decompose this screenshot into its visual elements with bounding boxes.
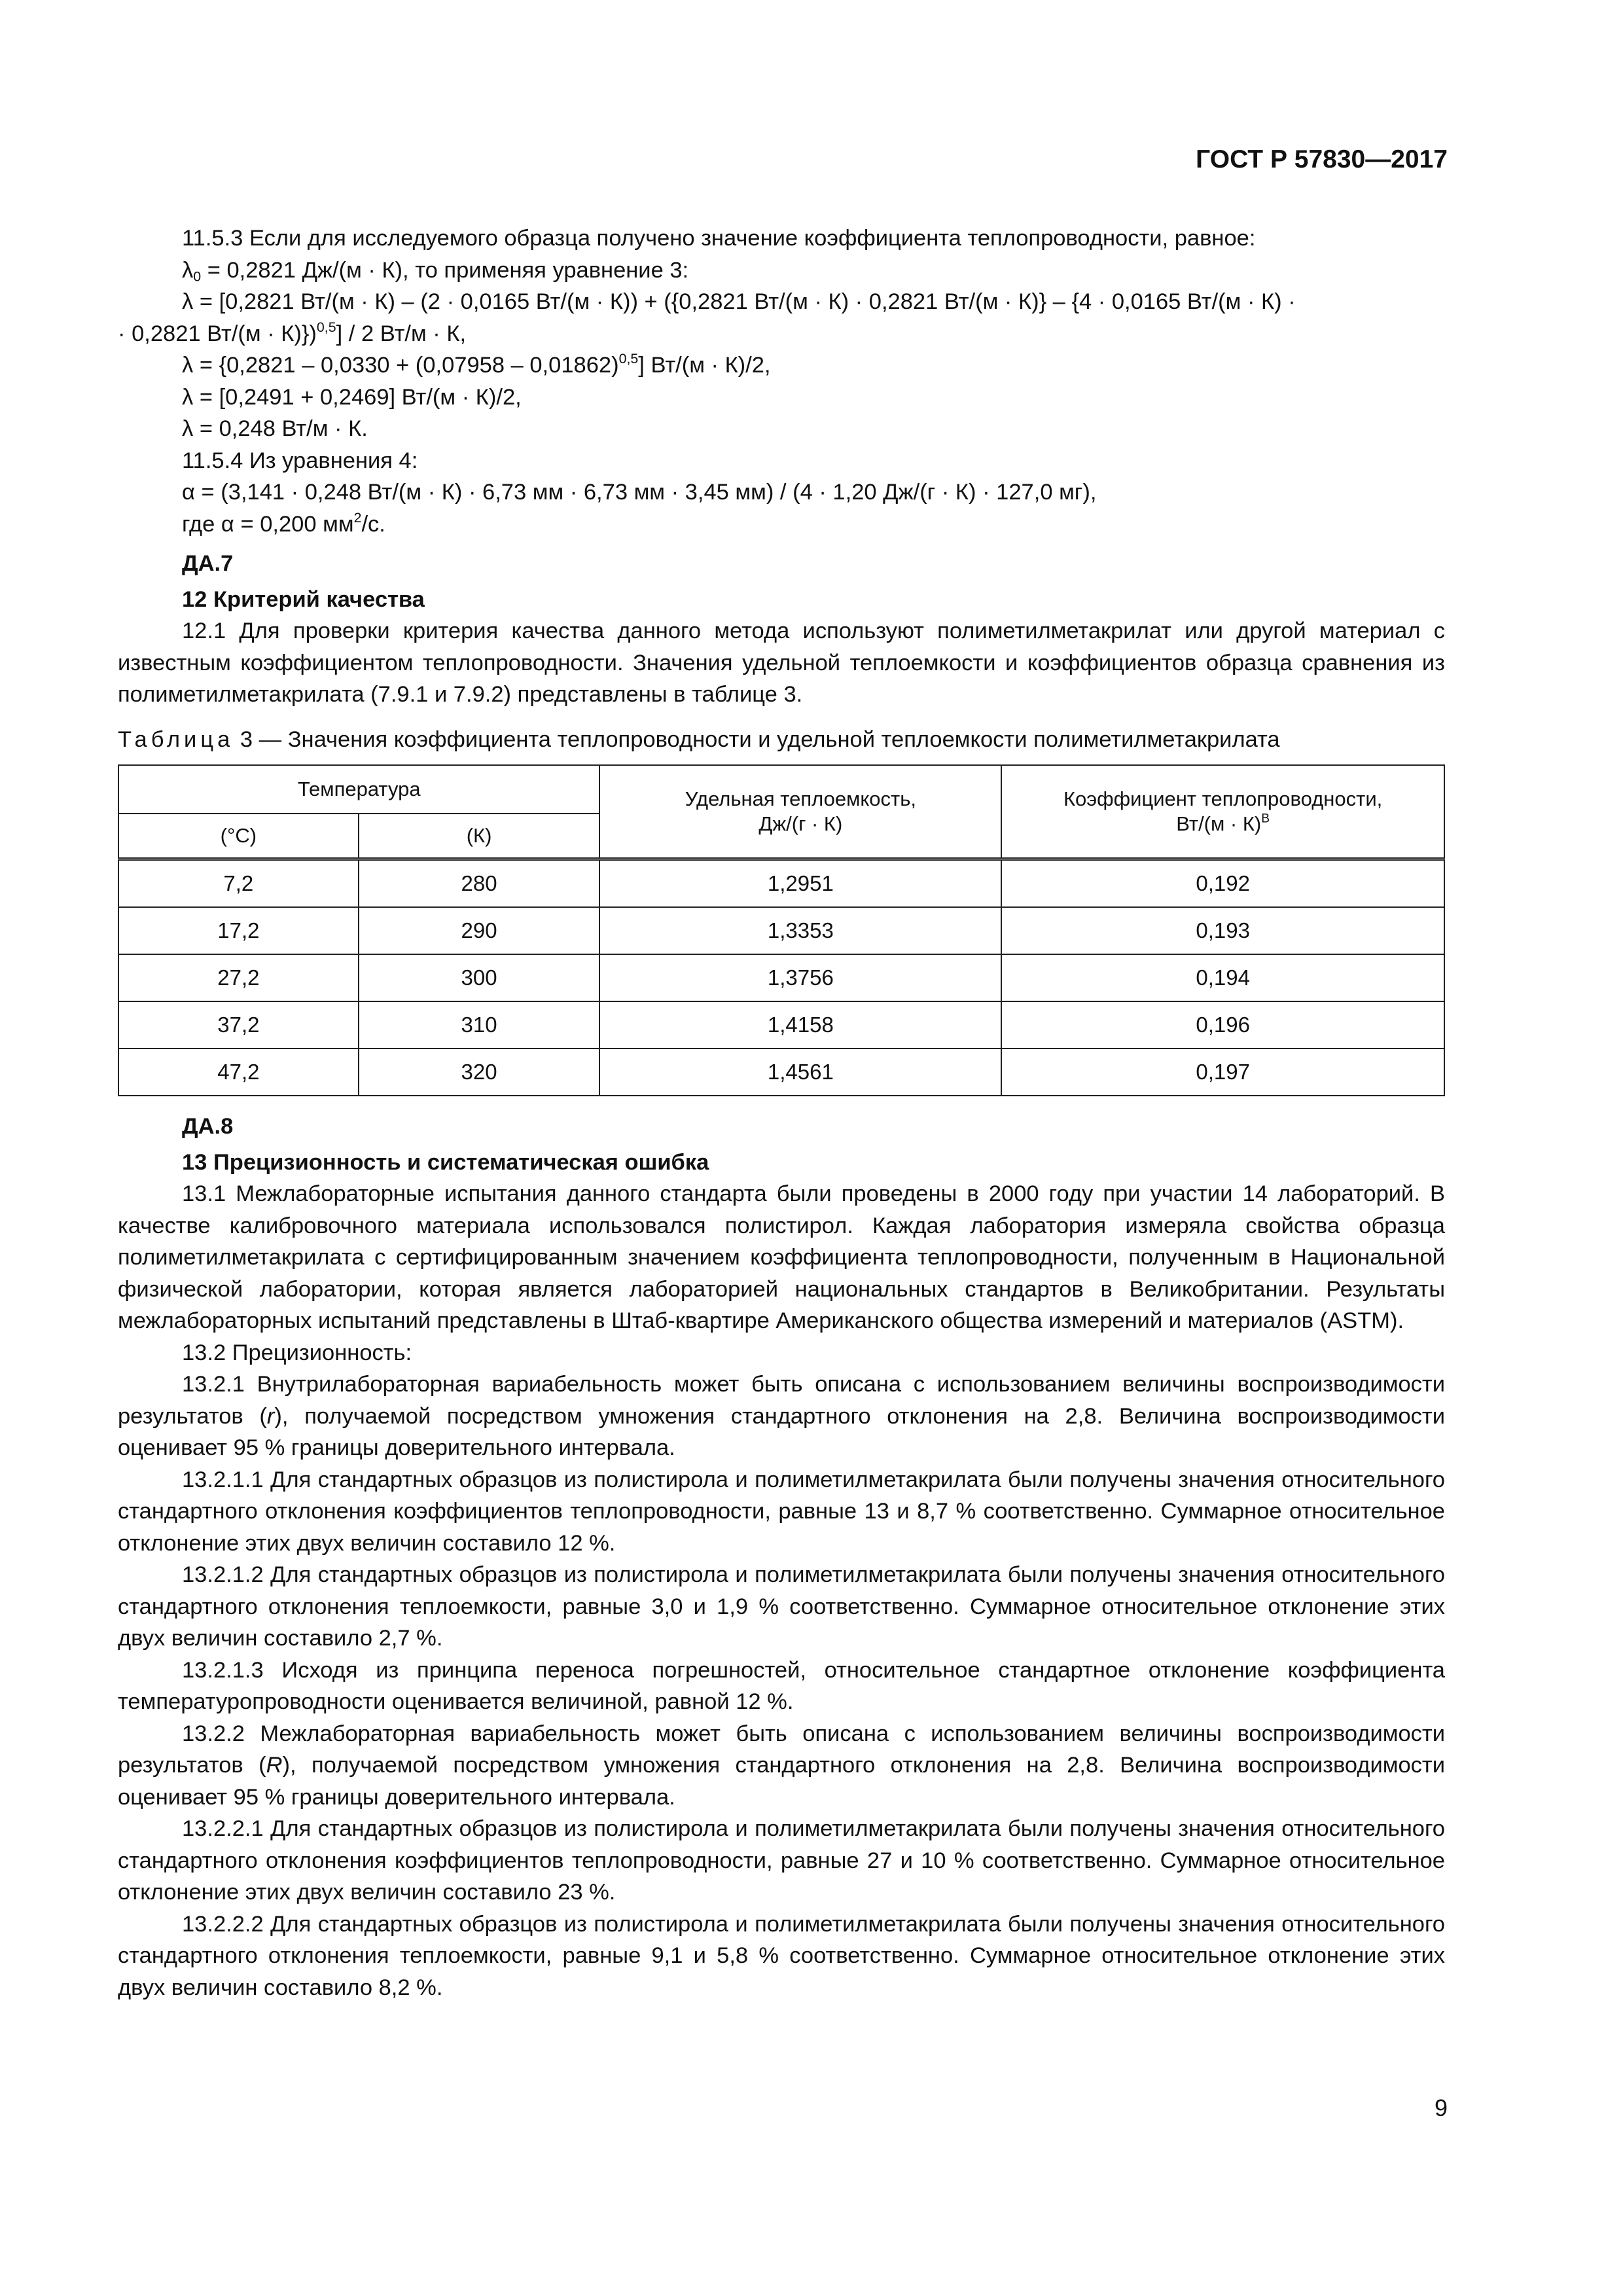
header-thermal-conductivity: [1001, 765, 1444, 859]
header-celsius: (°С): [118, 814, 359, 859]
cell-conductivity: 0,196: [1001, 1001, 1444, 1049]
cell-specific-heat: 1,2951: [599, 859, 1001, 908]
header-conductivity-line1: Коэффициент теплопроводности,: [1063, 787, 1383, 810]
para-11-5-3: 11.5.3 Если для исследуемого образца получено значение коэффициента теплопроводности, равное:: [182, 226, 1256, 251]
para-13-1: 13.1 Межлабораторные испытания данного стандарта были проведены в 2000 году при участии 14 лабораторий. В качестве калибровочного материала использовался полистирол. Каждая лаборатория измеряла свойства образца полиметилметакрилата с сертифицированным значением коэффициента теплопроводности, полученным в Национальной физической лаборатории, которая является лабораторией национальных стандартов в Великобритании. Результаты межлабораторных испытаний представлены в Штаб-квартире Американского общества измерений и материалов (ASTM).: [118, 1181, 1445, 1333]
cell-conductivity: 0,192: [1001, 859, 1444, 908]
header-kelvin: (К): [359, 814, 600, 859]
para-13-2-1-2: 13.2.1.2 Для стандартных образцов из полистирола и полиметилметакрилата были получены значения относительного стандартного отклонения теплоемкости, равные 3,0 и 1,9 % соответственно. Суммарное относительное отклонение этих двух величин составило 2,7 %.: [118, 1562, 1445, 1651]
cell-kelvin: 310: [359, 1001, 600, 1049]
cell-celsius: 47,2: [118, 1049, 359, 1096]
cell-conductivity: 0,197: [1001, 1049, 1444, 1096]
para-13-2-2-part1: 13.2.2 Межлабораторная вариабельность может быть описана с использованием величины воспроизводимости результатов (: [118, 1721, 1445, 1778]
variable-r: r: [266, 1403, 275, 1429]
para-13-2-1-1: 13.2.1.1 Для стандартных образцов из полистирола и полиметилметакрилата были получены значения относительного стандартного отклонения коэффициентов теплопроводности, равные 13 и 8,7 % соответственно. Суммарное относительное отклонение этих двух величин составило 12 %.: [118, 1467, 1445, 1556]
equation-2-part2: ] Вт/(м · К)/2,: [638, 353, 771, 378]
table-caption-label: Таблица: [118, 726, 234, 752]
cell-celsius: 27,2: [118, 954, 359, 1001]
table-row: [118, 907, 1444, 954]
para-11-5-4: 11.5.4 Из уравнения 4:: [182, 448, 418, 473]
cell-kelvin: 290: [359, 907, 600, 954]
cell-specific-heat: 1,3353: [599, 907, 1001, 954]
equation-line-1b: [118, 318, 1445, 350]
table-caption-text: 3 — Значения коэффициента теплопроводности и удельной теплоемкости полиметилметакрилата: [234, 726, 1280, 752]
cell-kelvin: 300: [359, 954, 600, 1001]
equation-1b-exponent: 0,5: [316, 319, 336, 335]
para-13-2-2-part2: ), получаемой посредством умножения стандартного отклонения на 2,8. Величина воспроизводимости оценивает 95 % границы доверительного интервала.: [118, 1753, 1445, 1810]
header-specific-heat-line1: Удельная теплоемкость,: [685, 787, 916, 810]
section-heading-12: 12 Критерий качества: [182, 586, 425, 612]
page-number: 9: [1434, 2094, 1448, 2121]
alpha-result-part2: /с.: [361, 511, 385, 537]
alpha-equation: α = (3,141 · 0,248 Вт/(м · К) · 6,73 мм · 6,73 мм · 3,45 мм) / (4 · 1,20 Дж/(г · К) · 127,0 мг),: [182, 480, 1097, 505]
section-heading-13: 13 Прецизионность и систематическая ошибка: [182, 1149, 709, 1175]
cell-celsius: 17,2: [118, 907, 359, 954]
cell-conductivity: 0,193: [1001, 907, 1444, 954]
equation-line-4: λ = 0,248 Вт/м · К.: [182, 416, 368, 441]
para-13-2-1-part2: ), получаемой посредством умножения стандартного отклонения на 2,8. Величина воспроизводимости оценивает 95 % границы доверительного интервала.: [118, 1403, 1445, 1460]
table-row: [118, 1049, 1444, 1096]
equation-line-3: λ = [0,2491 + 0,2469] Вт/(м · К)/2,: [182, 384, 522, 410]
header-conductivity-footnote: B: [1261, 812, 1270, 826]
variable-R: R: [266, 1753, 283, 1778]
para-13-2-1-3: 13.2.1.3 Исходя из принципа переноса погрешностей, относительное стандартное отклонение коэффициента температуропроводности оценивается величиной, равной 12 %.: [118, 1657, 1445, 1714]
para-13-2-2-2: 13.2.2.2 Для стандартных образцов из полистирола и полиметилметакрилата были получены значения относительного стандартного отклонения теплоемкости, равные 9,1 и 5,8 % соответственно. Суммарное относительное отклонение этих двух величин составило 8,2 %.: [118, 1911, 1445, 2000]
cell-specific-heat: 1,3756: [599, 954, 1001, 1001]
cell-specific-heat: 1,4158: [599, 1001, 1001, 1049]
para-13-2: 13.2 Прецизионность:: [182, 1340, 412, 1365]
para-13-2-2: [118, 1718, 1445, 1814]
appendix-label-da8: ДА.8: [182, 1114, 234, 1139]
standard-designation: ГОСТ Р 57830—2017: [1196, 145, 1448, 173]
header-conductivity-line2: Вт/(м · К): [1176, 812, 1262, 835]
equation-1b-part2: ] / 2 Вт/м · К,: [336, 321, 467, 346]
header-temperature: Температура: [118, 765, 599, 814]
table-row: [118, 1001, 1444, 1049]
table-3: [118, 764, 1445, 1096]
equation-line-1a: λ = [0,2821 Вт/(м · К) – (2 · 0,0165 Вт/(м · К)) + ({0,2821 Вт/(м · К) · 0,2821 Вт/(м · К)} – {4 · 0,0165 Вт/(м · К) ·: [182, 289, 1296, 314]
table-row: [118, 859, 1444, 908]
lambda-subscript: 0: [193, 268, 202, 284]
alpha-result-part1: где α = 0,200 мм: [182, 511, 354, 537]
table-caption: [118, 724, 1445, 756]
cell-celsius: 7,2: [118, 859, 359, 908]
cell-conductivity: 0,194: [1001, 954, 1444, 1001]
alpha-result: [118, 509, 1445, 541]
table-row: [118, 954, 1444, 1001]
cell-kelvin: 280: [359, 859, 600, 908]
alpha-result-exponent: 2: [353, 509, 362, 526]
equation-1b-part1: · 0,2821 Вт/(м · К)}): [118, 321, 317, 346]
para-13-2-1: [118, 1369, 1445, 1464]
header-specific-heat-line2: Дж/(г · К): [758, 812, 843, 835]
appendix-label-da7: ДА.7: [182, 551, 234, 576]
lambda0-rest: = 0,2821 Дж/(м · К), то применяя уравнение 3:: [201, 257, 689, 283]
header-specific-heat: [599, 765, 1001, 859]
equation-2-part1: λ = {0,2821 – 0,0330 + (0,07958 – 0,01862): [182, 353, 619, 378]
equation-line-2: [118, 350, 1445, 382]
para-13-2-1-part1: 13.2.1 Внутрилабораторная вариабельность может быть описана с использованием величины воспроизводимости результатов (: [118, 1372, 1445, 1429]
cell-kelvin: 320: [359, 1049, 600, 1096]
cell-specific-heat: 1,4561: [599, 1049, 1001, 1096]
lambda0-value: [118, 255, 1445, 287]
lambda-symbol: λ: [182, 257, 194, 283]
page-content: [118, 223, 1445, 2003]
cell-celsius: 37,2: [118, 1001, 359, 1049]
para-13-2-2-1: 13.2.2.1 Для стандартных образцов из полистирола и полиметилметакрилата были получены значения относительного стандартного отклонения коэффициентов теплопроводности, равные 27 и 10 % соответственно. Суммарное относительное отклонение этих двух величин составило 23 %.: [118, 1816, 1445, 1905]
para-12-1: 12.1 Для проверки критерия качества данного метода используют полиметилметакрилат или другой материал с известным коэффициентом теплопроводности. Значения удельной теплоемкости и коэффициентов образца сравнения из полиметилметакрилата (7.9.1 и 7.9.2) представлены в таблице 3.: [118, 619, 1445, 707]
equation-2-exponent: 0,5: [618, 351, 639, 367]
